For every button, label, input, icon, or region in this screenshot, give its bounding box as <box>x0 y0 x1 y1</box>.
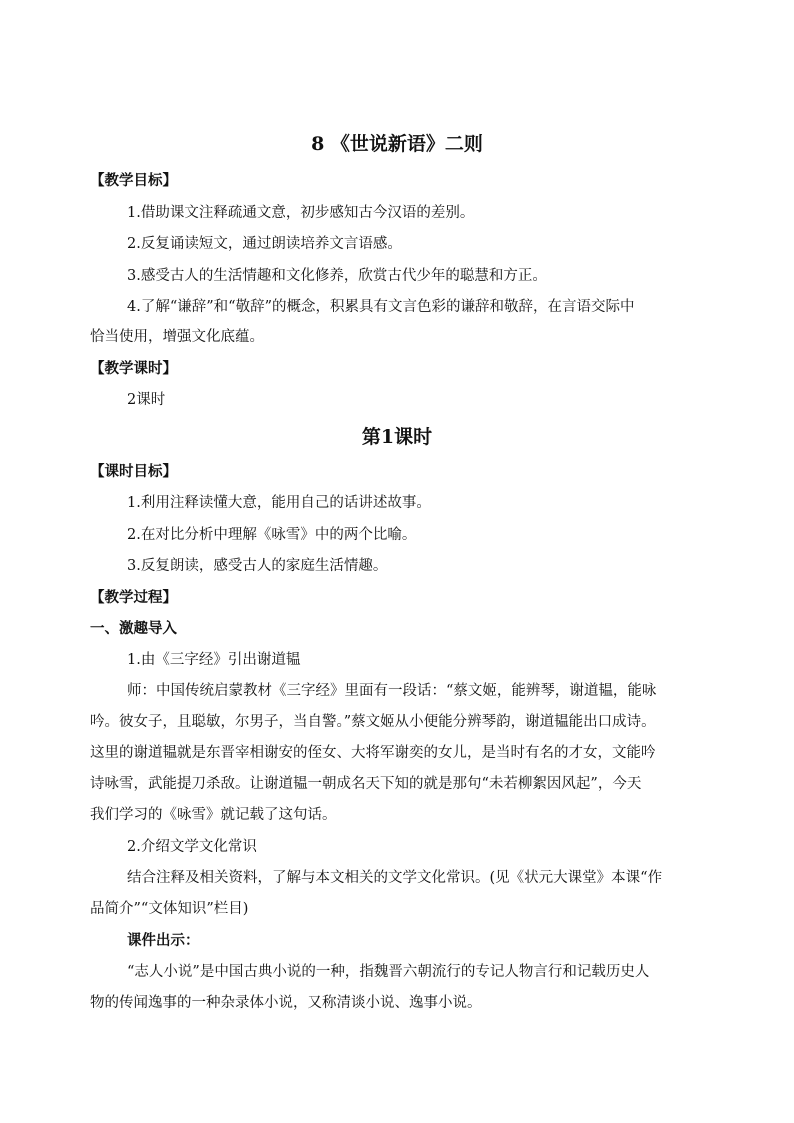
paragraph-line: 这里的谢道韫就是东晋宰相谢安的侄女、大将军谢奕的女儿，是当时有名的才女，文能吟 <box>90 745 656 761</box>
paragraph-line: 品简介”“文体知识”栏目) <box>90 901 249 917</box>
paragraph-line: 结合注释及相关资料，了解与本文相关的文学文化常识。(见《状元大课堂》本课“作 <box>127 870 663 886</box>
goal-item: 1.借助课文注释疏通文意，初步感知古今汉语的差别。 <box>127 205 475 221</box>
paragraph-line: 吟。彼女子，且聪敏，尔男子，当自警。”蔡文姬从小便能分辨琴韵，谢道韫能出口成诗。 <box>90 714 656 730</box>
goal-item: 4.了解“谦辞”和“敬辞”的概念，积累具有文言色彩的谦辞和敬辞，在言语交际中 <box>127 299 635 315</box>
paragraph-line: 诗咏雪，武能提刀杀敌。让谢道韫一朝成名天下知的就是那句“未若柳絮因风起”，今天 <box>90 776 642 792</box>
lesson-goals-heading: 【课时目标】 <box>90 463 177 480</box>
lesson-title: 第1课时 <box>361 426 433 448</box>
step-heading: 2.介绍文学文化常识 <box>127 839 257 855</box>
teaching-process-heading: 【教学过程】 <box>90 589 177 606</box>
paragraph-line: “志人小说”是中国古典小说的一种，指魏晋六朝流行的专记人物言行和记载历史人 <box>127 964 650 980</box>
document-title: 8 《世说新语》二则 <box>311 133 483 155</box>
goal-item: 2.反复诵读短文，通过朗读培养文言语感。 <box>127 236 402 252</box>
goal-item: 3.感受古人的生活情趣和文化修养，欣赏古代少年的聪慧和方正。 <box>127 268 547 284</box>
goal-item-continuation: 恰当使用，增强文化底蕴。 <box>90 329 264 345</box>
teaching-goals-heading: 【教学目标】 <box>90 172 177 189</box>
lesson-goal-item: 2.在对比分析中理解《咏雪》中的两个比喻。 <box>127 527 417 543</box>
paragraph-line: 我们学习的《咏雪》就记载了这句话。 <box>90 807 337 823</box>
step-heading: 1.由《三字经》引出谢道韫 <box>127 652 301 668</box>
courseware-heading: 课件出示： <box>127 932 200 949</box>
lesson-goal-item: 3.反复朗读，感受古人的家庭生活情趣。 <box>127 558 388 574</box>
teaching-hours-value: 2课时 <box>127 392 166 408</box>
paragraph-line: 物的传闻逸事的一种杂录体小说，又称清谈小说、逸事小说。 <box>90 995 482 1011</box>
lesson-goal-item: 1.利用注释读懂大意，能用自己的话讲述故事。 <box>127 495 431 511</box>
paragraph-line: 师：中国传统启蒙教材《三字经》里面有一段话：“蔡文姬，能辨琴，谢道韫，能咏 <box>127 683 657 699</box>
teaching-hours-heading: 【教学课时】 <box>90 360 177 377</box>
section-heading: 一、激趣导入 <box>90 620 177 637</box>
